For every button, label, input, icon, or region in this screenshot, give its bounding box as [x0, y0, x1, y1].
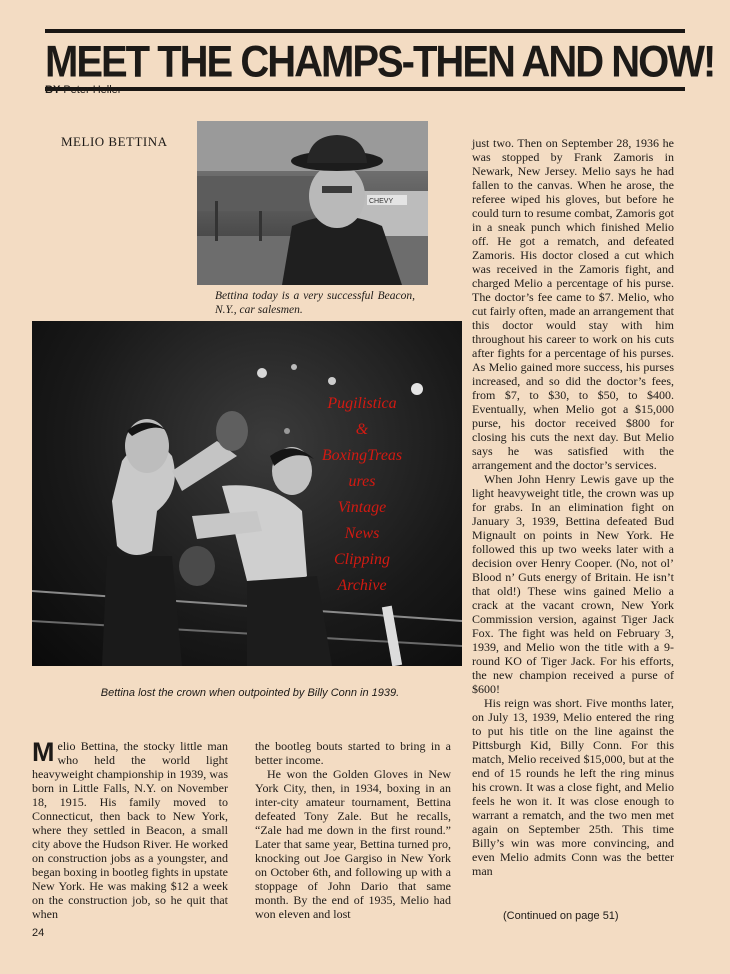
watermark-line: &: [355, 421, 369, 438]
article-column-2: [255, 739, 451, 921]
section-label: MELIO BETTINA: [61, 134, 168, 149]
paragraph: When John Henry Lewis gave up the light heavyweight title, the crown was up for grabs. In an elimination fight on January 3, 1939, Bettina defeated Bud Mignault on points in New York. He followed this up two weeks later with a decision over Henry Cooper. (No, not ol’ Blood n’ Guts energy of Britain. He isn’t that old!) These wins gained Melio a crack at the vacant crown, New York Commission version, against Tiger Jack Fox. The fight was held on February 3, 1939, and Melio won the title with a 9-round KO of Tiger Jack. For his efforts, the new champion received a purse of $600!: [472, 472, 674, 696]
byline-prefix: BY: [45, 84, 61, 96]
paragraph: elio Bettina, the stocky little man who held the world light heavyweight championship in 1939, was born in Little Falls, N.Y. on November 18, 1915. His family moved to Connecticut, then back to New York, where they settled in Beacon, a small city above the Hudson River. He worked on construction jobs as a youngster, and began boxing in bootleg fights in upstate New York. He was making $12 a week on the construction job, so he quit that when: [32, 739, 228, 921]
watermark-line: BoxingTreas: [321, 447, 403, 464]
article-column-1: [32, 739, 228, 921]
headline-rule: [45, 87, 685, 91]
top-rule: [45, 29, 685, 33]
archive-watermark: [302, 391, 422, 599]
paragraph: He won the Golden Gloves in New York City, then, in 1934, boxing in an inter-city amateur tournament, Bettina defeated Tony Zale. But he recalls, “Zale had me down in the first round.” Later that same year, Bettina turned pro, knocking out Joe Gargiso in New York on October 6th, and following up with a stoppage of John Dario that same month. By the end of 1935, Melio had won eleven and lost: [255, 767, 451, 921]
watermark-line: ures: [348, 473, 376, 490]
watermark-line: Vintage: [337, 499, 387, 516]
watermark-line: Pugilistica: [327, 395, 397, 412]
page-number: 24: [32, 927, 45, 939]
watermark-line: Clipping: [333, 551, 390, 568]
paragraph: the bootleg bouts started to bring in a better income.: [255, 739, 451, 767]
byline: [45, 84, 121, 96]
paragraph: just two. Then on September 28, 1936 he was stopped by Frank Zamoris in Newark, New Jersey. Melio says he had fallen to the canvas. When he arose, the referee wiped his gloves, but before he could turn to resume combat, Zamoris got in a sneak punch which finished Melio off. He got a rematch, and defeated Zamoris. His doctor closed a cut which was received in the Zamoris fight, and charged Melio a percentage of his purse. The doctor’s fee came to $7. Melio, who cut fairly often, made an arrangement that this doctor would stay with him throughout his career to work on his cuts after fights for a percentage of his purses. As Melio gained more success, his purses increased, and so did the doctor’s fees, from $7, to $30, to $50, to $400. Eventually, when Melio got a $15,000 purse, his doctor received $800 for closing his cuts the next day. But Melio says he was satisfied with the arrangement and the doctor’s services.: [472, 136, 674, 472]
car-sign-text: CHEVY: [369, 198, 394, 205]
watermark-line: News: [344, 525, 380, 542]
continued-note: (Continued on page 51): [503, 910, 619, 922]
portrait-photo: [197, 121, 428, 285]
article-column-3: [472, 136, 674, 878]
portrait-illustration: [197, 121, 428, 285]
boxing-caption: Bettina lost the crown when outpointed by Billy Conn in 1939.: [100, 687, 400, 699]
article-headline: MEET THE CHAMPS-THEN AND NOW!: [45, 37, 715, 87]
paragraph: His reign was short. Five months later, on July 13, 1939, Melio entered the ring to put his title on the line against the Pittsburgh Kid, Billy Conn. For this match, Melio received $15,000, but at the end of 15 rounds he left the ring minus his crown. It was a close fight, and Melio feels he won it. It was close enough to warrant a rematch, and the two men met again on September 25th. This time Billy’s win was more convincing, and even Melio admits Conn was the better man: [472, 696, 674, 878]
drop-cap: M: [32, 737, 55, 767]
portrait-caption: Bettina today is a very successful Beacon, N.Y., car salesmen.: [215, 290, 415, 316]
watermark-line: Archive: [337, 577, 387, 594]
author-name: Peter Heller: [63, 84, 122, 96]
